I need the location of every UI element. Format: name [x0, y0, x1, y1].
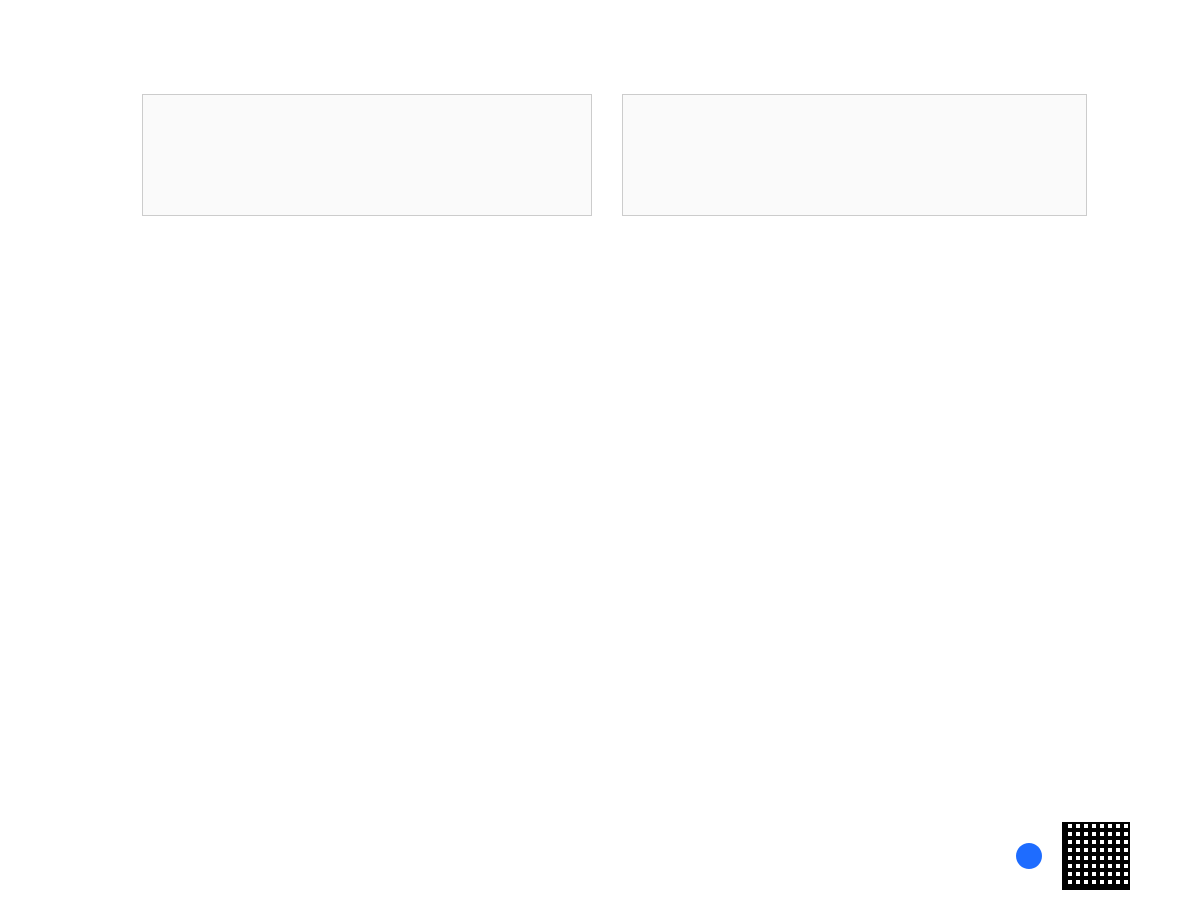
scanner-logo-icon [1016, 843, 1042, 869]
right-column [622, 86, 1087, 222]
figure-placeholder [622, 94, 1087, 216]
qr-code-icon [1062, 822, 1130, 890]
scanner-watermark [1016, 822, 1130, 890]
left-column [142, 86, 592, 222]
figure-placeholder [142, 94, 592, 216]
